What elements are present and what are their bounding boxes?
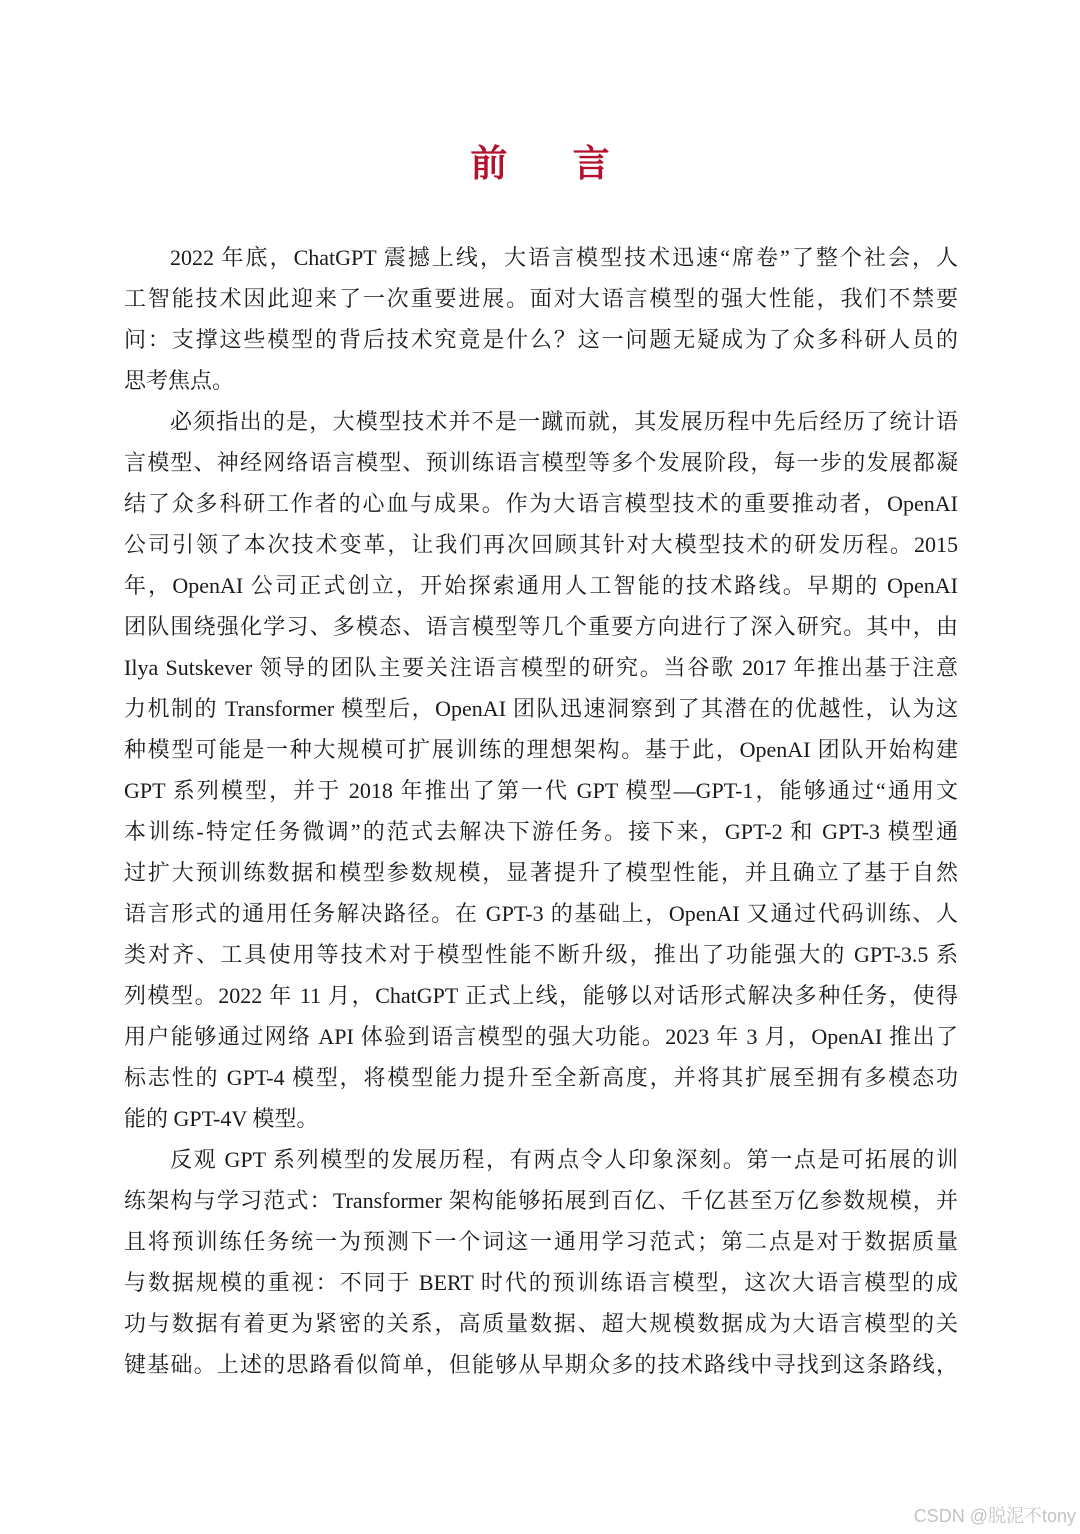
text-line: 年，OpenAI 公司正式创立，开始探索通用人工智能的技术路线。早期的 OpenAI bbox=[124, 573, 958, 598]
text-line: Ilya Sutskever 领导的团队主要关注语言模型的研究。当谷歌 2017 年推出基于注意 bbox=[124, 655, 958, 680]
text-line: 且将预训练任务统一为预测下一个词这一通用学习范式；第二点是对于数据质量 bbox=[124, 1229, 958, 1254]
text-line: GPT 系列模型，并于 2018 年推出了第一代 GPT 模型—GPT-1，能够通过“通用文 bbox=[124, 778, 958, 803]
text-line: 用户能够通过网络 API 体验到语言模型的强大功能。2023 年 3 月，OpenAI 推出了 bbox=[124, 1024, 958, 1049]
text-line: 种模型可能是一种大规模可扩展训练的理想架构。基于此，OpenAI 团队开始构建 bbox=[124, 737, 958, 762]
text-line: 本训练-特定任务微调”的范式去解决下游任务。接下来，GPT-2 和 GPT-3 模型通 bbox=[124, 819, 958, 844]
text-line: 列模型。2022 年 11 月，ChatGPT 正式上线，能够以对话形式解决多种任务，使得 bbox=[124, 983, 958, 1008]
text-line: 语言形式的通用任务解决路径。在 GPT-3 的基础上，OpenAI 又通过代码训练、人 bbox=[124, 901, 958, 926]
text-line: 标志性的 GPT-4 模型，将模型能力提升至全新高度，并将其扩展至拥有多模态功 bbox=[124, 1065, 958, 1090]
paragraph bbox=[124, 401, 958, 1139]
text-line: 2022 年底，ChatGPT 震撼上线，大语言模型技术迅速“席卷”了整个社会，人 bbox=[170, 245, 958, 270]
page-title: 前 言 bbox=[470, 144, 638, 185]
text-line: 与数据规模的重视：不同于 BERT 时代的预训练语言模型，这次大语言模型的成 bbox=[124, 1270, 958, 1295]
text-line: 公司引领了本次技术变革，让我们再次回顾其针对大模型技术的研发历程。2015 bbox=[124, 532, 958, 557]
text-line: 类对齐、工具使用等技术对于模型性能不断升级，推出了功能强大的 GPT-3.5 系 bbox=[124, 942, 958, 967]
text-line: 团队围绕强化学习、多模态、语言模型等几个重要方向进行了深入研究。其中，由 bbox=[124, 614, 958, 639]
csdn-watermark: CSDN @脱泥不tony bbox=[913, 1506, 1076, 1526]
text-line: 必须指出的是，大模型技术并不是一蹴而就，其发展历程中先后经历了统计语 bbox=[170, 409, 958, 434]
paragraph bbox=[124, 237, 958, 401]
text-line: 反观 GPT 系列模型的发展历程，有两点令人印象深刻。第一点是可拓展的训 bbox=[170, 1147, 958, 1172]
text-line: 力机制的 Transformer 模型后，OpenAI 团队迅速洞察到了其潜在的优越性，认为这 bbox=[124, 696, 958, 721]
text-line: 练架构与学习范式：Transformer 架构能够拓展到百亿、千亿甚至万亿参数规模，并 bbox=[124, 1188, 958, 1213]
text-line: 键基础。上述的思路看似简单，但能够从早期众多的技术路线中寻找到这条路线， bbox=[124, 1352, 958, 1377]
text-line: 问：支撑这些模型的背后技术究竟是什么？这一问题无疑成为了众多科研人员的 bbox=[124, 327, 958, 352]
text-line: 功与数据有着更为紧密的关系，高质量数据、超大规模数据成为大语言模型的关 bbox=[124, 1311, 958, 1336]
text-line: 言模型、神经网络语言模型、预训练语言模型等多个发展阶段，每一步的发展都凝 bbox=[124, 450, 958, 475]
preface-body bbox=[124, 237, 958, 1385]
text-line: 工智能技术因此迎来了一次重要进展。面对大语言模型的强大性能，我们不禁要 bbox=[124, 286, 958, 311]
text-line: 结了众多科研工作者的心血与成果。作为大语言模型技术的重要推动者，OpenAI bbox=[124, 491, 958, 516]
text-line: 思考焦点。 bbox=[124, 368, 235, 393]
text-line: 过扩大预训练数据和模型参数规模，显著提升了模型性能，并且确立了基于自然 bbox=[124, 860, 958, 885]
text-line: 能的 GPT-4V 模型。 bbox=[124, 1106, 319, 1131]
paragraph bbox=[124, 1139, 958, 1385]
